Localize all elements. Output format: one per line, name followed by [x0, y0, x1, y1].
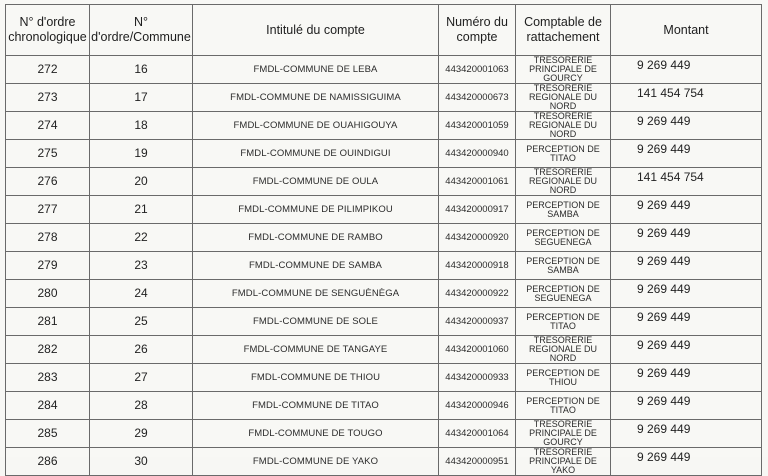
cell-order-commune: 19: [90, 140, 193, 168]
cell-account-number: 443420000937: [439, 308, 516, 336]
table-row: [6, 336, 762, 364]
cell-account-title: FMDL-COMMUNE DE SOLE: [193, 308, 439, 336]
cell-account-number: 443420001059: [439, 112, 516, 140]
cell-order-chrono: 276: [6, 168, 90, 196]
cell-amount: 9 269 449: [611, 308, 762, 336]
cell-amount: 9 269 449: [611, 112, 762, 140]
table-row: [6, 196, 762, 224]
cell-order-chrono: 283: [6, 364, 90, 392]
cell-amount: 9 269 449: [611, 392, 762, 420]
cell-order-commune: 22: [90, 224, 193, 252]
cell-order-commune: 24: [90, 280, 193, 308]
cell-order-commune: 30: [90, 448, 193, 476]
cell-amount: 9 269 449: [611, 252, 762, 280]
cell-order-chrono: 277: [6, 196, 90, 224]
cell-account-title: FMDL-COMMUNE DE LEBA: [193, 56, 439, 84]
header-account-number: Numéro du compte: [439, 5, 516, 56]
cell-account-number: 443420001060: [439, 336, 516, 364]
cell-comptable: TRESORERIE PRINCIPALE DE GOURCY: [516, 420, 611, 448]
table-row: [6, 140, 762, 168]
cell-account-title: FMDL-COMMUNE DE YAKO: [193, 448, 439, 476]
cell-account-number: 443420000673: [439, 84, 516, 112]
header-order-commune: N° d'ordre/Commune: [90, 5, 193, 56]
cell-order-chrono: 282: [6, 336, 90, 364]
cell-account-number: 443420000946: [439, 392, 516, 420]
table-row: [6, 56, 762, 84]
header-order-chrono: N° d'ordre chronologique: [6, 5, 90, 56]
cell-amount: 9 269 449: [611, 420, 762, 448]
cell-comptable: PERCEPTION DE SAMBA: [516, 252, 611, 280]
cell-order-chrono: 274: [6, 112, 90, 140]
cell-amount: 9 269 449: [611, 196, 762, 224]
header-account-title: Intitulé du compte: [193, 5, 439, 56]
table-row: [6, 84, 762, 112]
cell-account-title: FMDL-COMMUNE DE PILIMPIKOU: [193, 196, 439, 224]
cell-comptable: PERCEPTION DE THIOU: [516, 364, 611, 392]
cell-order-commune: 16: [90, 56, 193, 84]
cell-amount: 9 269 449: [611, 448, 762, 476]
table-row: [6, 224, 762, 252]
cell-amount: 9 269 449: [611, 280, 762, 308]
cell-order-commune: 28: [90, 392, 193, 420]
cell-amount: 141 454 754: [611, 84, 762, 112]
cell-account-title: FMDL-COMMUNE DE TANGAYE: [193, 336, 439, 364]
header-comptable: Comptable de rattachement: [516, 5, 611, 56]
cell-amount: 9 269 449: [611, 336, 762, 364]
table-row: [6, 420, 762, 448]
cell-order-commune: 27: [90, 364, 193, 392]
cell-comptable: TRESORERIE PRINCIPALE DE YAKO: [516, 448, 611, 476]
cell-account-title: FMDL-COMMUNE DE SENGUÈNÈGA: [193, 280, 439, 308]
cell-comptable: PERCEPTION DE SEGUENEGA: [516, 280, 611, 308]
cell-account-number: 443420000918: [439, 252, 516, 280]
cell-order-chrono: 275: [6, 140, 90, 168]
table-row: [6, 308, 762, 336]
cell-order-chrono: 279: [6, 252, 90, 280]
table-row: [6, 392, 762, 420]
cell-account-number: 443420000940: [439, 140, 516, 168]
cell-comptable: PERCEPTION DE SEGUENEGA: [516, 224, 611, 252]
cell-account-number: 443420000922: [439, 280, 516, 308]
cell-account-number: 443420000951: [439, 448, 516, 476]
cell-account-title: FMDL-COMMUNE DE OULA: [193, 168, 439, 196]
table-header-row: [6, 5, 762, 56]
cell-comptable: PERCEPTION DE TITAO: [516, 392, 611, 420]
cell-account-number: 443420001064: [439, 420, 516, 448]
cell-account-title: FMDL-COMMUNE DE RAMBO: [193, 224, 439, 252]
cell-order-chrono: 284: [6, 392, 90, 420]
cell-order-chrono: 286: [6, 448, 90, 476]
table-body: [6, 56, 762, 476]
cell-account-title: FMDL-COMMUNE DE SAMBA: [193, 252, 439, 280]
cell-order-chrono: 273: [6, 84, 90, 112]
cell-account-number: 443420000920: [439, 224, 516, 252]
cell-comptable: PERCEPTION DE TITAO: [516, 140, 611, 168]
accounts-table: [5, 4, 762, 476]
cell-account-title: FMDL-COMMUNE DE OUAHIGOUYA: [193, 112, 439, 140]
table-row: [6, 280, 762, 308]
cell-amount: 9 269 449: [611, 140, 762, 168]
cell-comptable: TRESORERIE PRINCIPALE DE GOURCY: [516, 56, 611, 84]
cell-order-commune: 17: [90, 84, 193, 112]
table-row: [6, 364, 762, 392]
table-row: [6, 112, 762, 140]
cell-amount: 9 269 449: [611, 56, 762, 84]
cell-account-number: 443420001061: [439, 168, 516, 196]
cell-account-number: 443420000917: [439, 196, 516, 224]
cell-order-chrono: 272: [6, 56, 90, 84]
cell-comptable: TRESORERIE REGIONALE DU NORD: [516, 168, 611, 196]
cell-order-commune: 29: [90, 420, 193, 448]
cell-order-commune: 21: [90, 196, 193, 224]
cell-order-commune: 20: [90, 168, 193, 196]
cell-account-title: FMDL-COMMUNE DE THIOU: [193, 364, 439, 392]
cell-account-title: FMDL-COMMUNE DE OUINDIGUI: [193, 140, 439, 168]
cell-comptable: TRESORERIE REGIONALE DU NORD: [516, 84, 611, 112]
cell-comptable: TRESORERIE REGIONALE DU NORD: [516, 112, 611, 140]
cell-account-title: FMDL-COMMUNE DE TOUGO: [193, 420, 439, 448]
cell-order-chrono: 278: [6, 224, 90, 252]
cell-account-title: FMDL-COMMUNE DE TITAO: [193, 392, 439, 420]
cell-order-commune: 25: [90, 308, 193, 336]
cell-comptable: PERCEPTION DE SAMBA: [516, 196, 611, 224]
cell-order-chrono: 280: [6, 280, 90, 308]
header-amount: Montant: [611, 5, 762, 56]
cell-comptable: TRESORERIE REGIONALE DU NORD: [516, 336, 611, 364]
cell-order-commune: 23: [90, 252, 193, 280]
cell-order-chrono: 285: [6, 420, 90, 448]
cell-order-commune: 26: [90, 336, 193, 364]
table-row: [6, 168, 762, 196]
cell-order-commune: 18: [90, 112, 193, 140]
cell-order-chrono: 281: [6, 308, 90, 336]
cell-comptable: PERCEPTION DE TITAO: [516, 308, 611, 336]
cell-amount: 141 454 754: [611, 168, 762, 196]
cell-amount: 9 269 449: [611, 224, 762, 252]
cell-amount: 9 269 449: [611, 364, 762, 392]
cell-account-number: 443420000933: [439, 364, 516, 392]
table-row: [6, 448, 762, 476]
cell-account-title: FMDL-COMMUNE DE NAMISSIGUIMA: [193, 84, 439, 112]
cell-account-number: 443420001063: [439, 56, 516, 84]
table-row: [6, 252, 762, 280]
